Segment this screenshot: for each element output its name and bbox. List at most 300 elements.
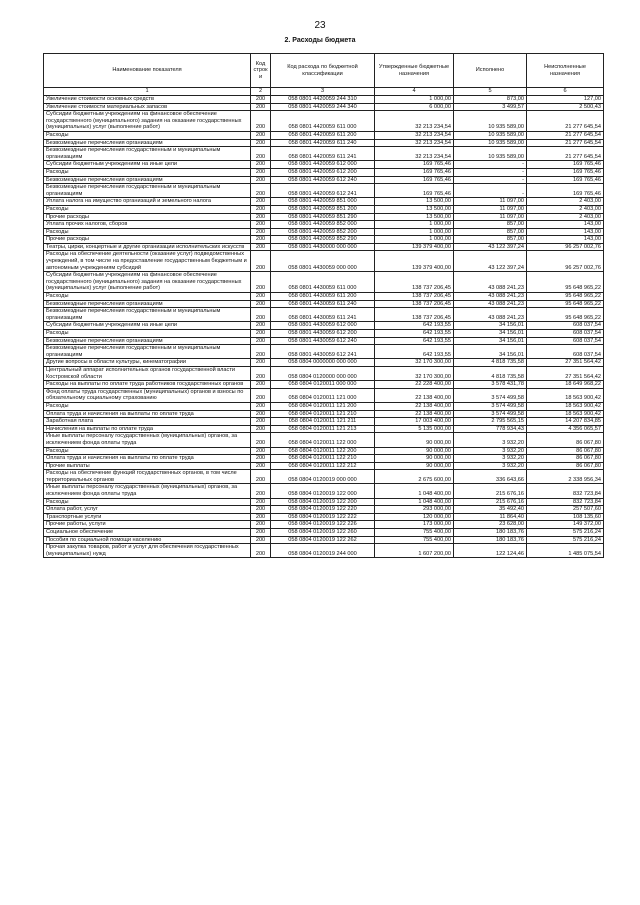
- row-classification-code: 058 0804 0120019 244 000: [271, 544, 375, 558]
- row-name: Субсидии бюджетным учреждениям на иные цели: [44, 161, 251, 169]
- row-approved: 755 400,00: [375, 529, 454, 537]
- row-approved: 1 048 400,00: [375, 484, 454, 498]
- row-executed: 10 935 589,00: [454, 147, 527, 161]
- table-row: [44, 228, 604, 236]
- column-number: 2: [251, 88, 271, 96]
- row-unexecuted: 21 277 645,54: [527, 147, 604, 161]
- row-unexecuted: 127,00: [527, 96, 604, 104]
- row-classification-code: 058 0804 0120019 122 226: [271, 521, 375, 529]
- row-classification-code: 058 0801 4430059 612 200: [271, 330, 375, 338]
- row-approved: 169 765,46: [375, 168, 454, 176]
- row-executed: 2 795 565,15: [454, 418, 527, 426]
- column-number: 6: [527, 88, 604, 96]
- row-approved: 138 737 206,45: [375, 300, 454, 308]
- table-row: [44, 536, 604, 544]
- row-line-code: 200: [251, 359, 271, 367]
- row-executed: 43 088 241,23: [454, 300, 527, 308]
- row-name: Безвозмездные перечисления организациям: [44, 139, 251, 147]
- row-executed: 180 183,76: [454, 536, 527, 544]
- row-name: Прочие расходы: [44, 213, 251, 221]
- row-approved: 13 500,00: [375, 213, 454, 221]
- row-name: Пособия по социальной помощи населению: [44, 536, 251, 544]
- row-executed: 336 643,66: [454, 470, 527, 484]
- row-approved: 120 000,00: [375, 513, 454, 521]
- row-line-code: 200: [251, 205, 271, 213]
- row-executed: 3 932,20: [454, 455, 527, 463]
- table-row: [44, 96, 604, 104]
- row-approved: 169 765,46: [375, 184, 454, 198]
- row-executed: 857,00: [454, 228, 527, 236]
- table-row: [44, 418, 604, 426]
- row-line-code: 200: [251, 131, 271, 139]
- table-row: [44, 513, 604, 521]
- row-unexecuted: 27 351 564,42: [527, 359, 604, 367]
- row-name: Безвозмездные перечисления государственным и муниципальным организациям: [44, 345, 251, 359]
- row-unexecuted: 18 563 900,42: [527, 402, 604, 410]
- row-approved: 13 500,00: [375, 198, 454, 206]
- section-title: 2. Расходы бюджета: [284, 37, 356, 44]
- row-line-code: 200: [251, 293, 271, 301]
- row-unexecuted: 169 765,46: [527, 168, 604, 176]
- table-row: [44, 272, 604, 293]
- row-executed: 43 122 397,24: [454, 251, 527, 272]
- row-approved: 6 000,00: [375, 103, 454, 111]
- row-approved: 1 048 400,00: [375, 498, 454, 506]
- row-unexecuted: 143,00: [527, 221, 604, 229]
- row-classification-code: 058 0804 0120011 000 000: [271, 381, 375, 389]
- row-name: Другие вопросы в области культуры, кинематографии: [44, 359, 251, 367]
- row-executed: 34 156,01: [454, 337, 527, 345]
- row-unexecuted: 2 500,43: [527, 103, 604, 111]
- table-row: [44, 330, 604, 338]
- row-unexecuted: 1 485 075,54: [527, 544, 604, 558]
- row-line-code: 200: [251, 176, 271, 184]
- row-line-code: 200: [251, 425, 271, 433]
- row-executed: 23 628,00: [454, 521, 527, 529]
- row-name: Прочая закупка товаров, работ и услуг для обеспечения государственных (муниципальных) нужд: [44, 544, 251, 558]
- row-name: Безвозмездные перечисления организациям: [44, 337, 251, 345]
- row-unexecuted: 14 207 834,85: [527, 418, 604, 426]
- row-executed: 857,00: [454, 221, 527, 229]
- row-classification-code: 058 0801 4430059 611 000: [271, 272, 375, 293]
- table-row: [44, 462, 604, 470]
- row-executed: 34 156,01: [454, 322, 527, 330]
- row-line-code: 200: [251, 381, 271, 389]
- row-executed: 3 574 499,58: [454, 410, 527, 418]
- row-executed: 215 676,16: [454, 498, 527, 506]
- table-row: [44, 168, 604, 176]
- row-approved: 32 170 300,00: [375, 366, 454, 380]
- row-approved: 139 379 400,00: [375, 243, 454, 251]
- table-body: [44, 96, 604, 558]
- row-name: Фонд оплаты труда государственных (муниципальных) органов и взносы по обязательному социальному страхованию: [44, 388, 251, 402]
- table-row: [44, 470, 604, 484]
- row-unexecuted: 257 507,60: [527, 506, 604, 514]
- row-line-code: 200: [251, 168, 271, 176]
- row-classification-code: 058 0804 0000000 000 000: [271, 359, 375, 367]
- table-row: [44, 131, 604, 139]
- row-line-code: 200: [251, 308, 271, 322]
- row-unexecuted: 95 648 965,22: [527, 272, 604, 293]
- row-classification-code: 058 0801 4430059 611 200: [271, 293, 375, 301]
- row-unexecuted: 608 037,54: [527, 330, 604, 338]
- row-executed: 4 818 735,58: [454, 359, 527, 367]
- row-unexecuted: 21 277 645,54: [527, 139, 604, 147]
- row-approved: 90 000,00: [375, 462, 454, 470]
- row-unexecuted: 608 037,54: [527, 337, 604, 345]
- row-executed: 43 088 241,23: [454, 308, 527, 322]
- column-number: 3: [271, 88, 375, 96]
- row-name: Социальное обеспечение: [44, 529, 251, 537]
- row-line-code: 200: [251, 462, 271, 470]
- row-name: Иные выплаты персоналу государственных (муниципальных) органов, за исключением фонда оплаты труда: [44, 484, 251, 498]
- row-classification-code: 058 0801 4420059 852 200: [271, 228, 375, 236]
- row-approved: 642 193,55: [375, 337, 454, 345]
- row-executed: 4 818 735,58: [454, 366, 527, 380]
- row-unexecuted: 575 216,24: [527, 529, 604, 537]
- row-line-code: 200: [251, 184, 271, 198]
- row-line-code: 200: [251, 236, 271, 244]
- row-unexecuted: 86 067,80: [527, 433, 604, 447]
- row-classification-code: 058 0804 0120011 121 200: [271, 402, 375, 410]
- row-classification-code: 058 0801 4430059 612 241: [271, 345, 375, 359]
- row-classification-code: 058 0801 4430000 000 000: [271, 243, 375, 251]
- row-unexecuted: 86 067,80: [527, 447, 604, 455]
- table-row: [44, 381, 604, 389]
- table-row: [44, 447, 604, 455]
- row-executed: 43 122 397,24: [454, 243, 527, 251]
- row-executed: 43 088 241,23: [454, 293, 527, 301]
- table-row: [44, 433, 604, 447]
- table-row: [44, 213, 604, 221]
- row-unexecuted: 96 257 002,76: [527, 251, 604, 272]
- row-line-code: 200: [251, 228, 271, 236]
- row-unexecuted: 608 037,54: [527, 345, 604, 359]
- row-name: Иные выплаты персоналу государственных (муниципальных) органов, за исключением фонда оплаты труда: [44, 433, 251, 447]
- table-row: [44, 205, 604, 213]
- row-approved: 138 737 206,45: [375, 293, 454, 301]
- header-classification-code: Код расхода по бюджетной классификации: [271, 54, 375, 88]
- row-executed: 3 499,57: [454, 103, 527, 111]
- row-line-code: 200: [251, 388, 271, 402]
- row-approved: 755 400,00: [375, 536, 454, 544]
- row-executed: -: [454, 161, 527, 169]
- row-classification-code: 058 0804 0120011 121 213: [271, 425, 375, 433]
- row-classification-code: 058 0804 0120011 121 000: [271, 388, 375, 402]
- row-executed: 11 864,40: [454, 513, 527, 521]
- row-name: Расходы: [44, 330, 251, 338]
- row-name: Прочие расходы: [44, 236, 251, 244]
- table-row: [44, 300, 604, 308]
- row-classification-code: 058 0801 4430059 612 240: [271, 337, 375, 345]
- row-classification-code: 058 0801 4420059 851 000: [271, 198, 375, 206]
- row-classification-code: 058 0804 0120019 122 000: [271, 484, 375, 498]
- row-approved: 32 213 234,54: [375, 111, 454, 132]
- row-approved: 169 765,46: [375, 161, 454, 169]
- row-name: Безвозмездные перечисления государственным и муниципальным организациям: [44, 308, 251, 322]
- row-executed: 11 097,00: [454, 198, 527, 206]
- row-classification-code: 058 0801 4420059 851 290: [271, 213, 375, 221]
- row-unexecuted: 169 765,46: [527, 161, 604, 169]
- row-classification-code: 058 0804 0120019 000 000: [271, 470, 375, 484]
- row-classification-code: 058 0804 0120019 122 222: [271, 513, 375, 521]
- table-row: [44, 322, 604, 330]
- row-classification-code: 058 0801 4420059 611 200: [271, 131, 375, 139]
- table-row: [44, 366, 604, 380]
- column-number: 4: [375, 88, 454, 96]
- row-executed: 778 934,43: [454, 425, 527, 433]
- row-name: Прочие выплаты: [44, 462, 251, 470]
- row-line-code: 200: [251, 418, 271, 426]
- row-unexecuted: 832 723,84: [527, 498, 604, 506]
- row-executed: -: [454, 176, 527, 184]
- table-row: [44, 236, 604, 244]
- row-classification-code: 058 0801 4420059 244 310: [271, 96, 375, 104]
- row-name: Безвозмездные перечисления государственным и муниципальным организациям: [44, 184, 251, 198]
- row-line-code: 200: [251, 161, 271, 169]
- row-classification-code: 058 0804 0120019 122 220: [271, 506, 375, 514]
- row-classification-code: 058 0801 4420059 612 241: [271, 184, 375, 198]
- row-line-code: 200: [251, 536, 271, 544]
- table-row: [44, 111, 604, 132]
- table-row: [44, 455, 604, 463]
- row-classification-code: 058 0801 4420059 852 290: [271, 236, 375, 244]
- table-row: [44, 544, 604, 558]
- table-row: [44, 161, 604, 169]
- expenses-table: [43, 53, 604, 558]
- row-unexecuted: 575 216,24: [527, 536, 604, 544]
- row-classification-code: 058 0804 0120011 121 211: [271, 418, 375, 426]
- table-row: [44, 506, 604, 514]
- row-name: Расходы: [44, 205, 251, 213]
- row-classification-code: 058 0804 0120011 122 000: [271, 433, 375, 447]
- row-approved: 169 765,46: [375, 176, 454, 184]
- row-executed: 3 574 499,58: [454, 388, 527, 402]
- row-executed: 43 088 241,23: [454, 272, 527, 293]
- row-approved: 32 170 300,00: [375, 359, 454, 367]
- table-row: [44, 221, 604, 229]
- header-executed: Исполнено: [454, 54, 527, 88]
- row-classification-code: 058 0804 0120019 122 200: [271, 498, 375, 506]
- row-line-code: 200: [251, 322, 271, 330]
- row-unexecuted: 95 648 965,22: [527, 308, 604, 322]
- row-classification-code: 058 0801 4420059 852 000: [271, 221, 375, 229]
- row-line-code: 200: [251, 410, 271, 418]
- row-classification-code: 058 0804 0120011 122 212: [271, 462, 375, 470]
- row-classification-code: 058 0801 4420059 244 340: [271, 103, 375, 111]
- row-line-code: 200: [251, 455, 271, 463]
- row-approved: 642 193,55: [375, 345, 454, 359]
- row-name: Оплата труда и начисления на выплаты по оплате труда: [44, 455, 251, 463]
- row-classification-code: 058 0801 4420059 612 000: [271, 161, 375, 169]
- row-unexecuted: 2 403,00: [527, 213, 604, 221]
- row-name: Расходы: [44, 293, 251, 301]
- row-approved: 32 213 234,54: [375, 147, 454, 161]
- row-unexecuted: 21 277 645,54: [527, 111, 604, 132]
- row-approved: 1 000,00: [375, 221, 454, 229]
- row-line-code: 200: [251, 139, 271, 147]
- row-classification-code: 058 0804 0120011 121 210: [271, 410, 375, 418]
- row-unexecuted: 96 257 002,76: [527, 243, 604, 251]
- row-approved: 293 000,00: [375, 506, 454, 514]
- row-line-code: 200: [251, 243, 271, 251]
- table-row: [44, 139, 604, 147]
- row-unexecuted: 86 067,80: [527, 462, 604, 470]
- row-approved: 642 193,55: [375, 330, 454, 338]
- row-unexecuted: 169 765,46: [527, 176, 604, 184]
- row-line-code: 200: [251, 111, 271, 132]
- row-line-code: 200: [251, 521, 271, 529]
- row-name: Прочие работы, услуги: [44, 521, 251, 529]
- table-row: [44, 251, 604, 272]
- row-executed: 3 574 499,58: [454, 402, 527, 410]
- row-executed: 122 124,46: [454, 544, 527, 558]
- row-classification-code: 058 0801 4420059 612 200: [271, 168, 375, 176]
- row-name: Субсидии бюджетным учреждениям на финансовое обеспечение государственного (муниципального) задания на оказание государственных (муниципальных) услуг (выполнение работ): [44, 111, 251, 132]
- row-approved: 1 000,00: [375, 96, 454, 104]
- row-name: Безвозмездные перечисления организациям: [44, 176, 251, 184]
- row-name: Транспортные услуги: [44, 513, 251, 521]
- row-executed: 35 492,40: [454, 506, 527, 514]
- row-executed: -: [454, 168, 527, 176]
- table-row: [44, 147, 604, 161]
- row-name: Начисления на выплаты по оплате труда: [44, 425, 251, 433]
- row-classification-code: 058 0801 4420059 612 240: [271, 176, 375, 184]
- header-approved: Утвержденные бюджетные назначения: [375, 54, 454, 88]
- row-approved: 1 607 200,00: [375, 544, 454, 558]
- row-unexecuted: 143,00: [527, 228, 604, 236]
- header-unexecuted: Неисполненные назначения: [527, 54, 604, 88]
- row-classification-code: 058 0804 0120019 122 260: [271, 529, 375, 537]
- row-executed: 10 935 589,00: [454, 111, 527, 132]
- row-executed: 34 156,01: [454, 330, 527, 338]
- row-name: Заработная плата: [44, 418, 251, 426]
- header-line-code: Код строк и: [251, 54, 271, 88]
- row-approved: 32 213 234,54: [375, 139, 454, 147]
- row-classification-code: 058 0801 4420059 611 241: [271, 147, 375, 161]
- row-line-code: 200: [251, 330, 271, 338]
- row-executed: -: [454, 184, 527, 198]
- row-line-code: 200: [251, 447, 271, 455]
- row-unexecuted: 832 723,84: [527, 484, 604, 498]
- row-classification-code: 058 0801 4420059 611 240: [271, 139, 375, 147]
- row-unexecuted: 95 648 965,22: [527, 300, 604, 308]
- row-name: Расходы: [44, 228, 251, 236]
- row-executed: 3 578 431,78: [454, 381, 527, 389]
- row-name: Увеличение стоимости основных средств: [44, 96, 251, 104]
- row-classification-code: 058 0801 4420059 611 000: [271, 111, 375, 132]
- table-row: [44, 521, 604, 529]
- row-approved: 90 000,00: [375, 455, 454, 463]
- row-executed: 857,00: [454, 236, 527, 244]
- table-row: [44, 345, 604, 359]
- table-row: [44, 293, 604, 301]
- table-row: [44, 103, 604, 111]
- row-name: Расходы на обеспечение деятельности (оказание услуг) подведомственных учреждений, в том числе на предоставление государственным бюджетным и автономным учреждениям субсидий: [44, 251, 251, 272]
- page-number: 23: [314, 20, 326, 31]
- row-name: Расходы: [44, 131, 251, 139]
- row-name: Расходы: [44, 498, 251, 506]
- row-name: Расходы: [44, 402, 251, 410]
- table-row: [44, 402, 604, 410]
- row-unexecuted: 2 403,00: [527, 205, 604, 213]
- row-approved: 1 000,00: [375, 236, 454, 244]
- table-row: [44, 243, 604, 251]
- row-approved: 5 135 000,00: [375, 425, 454, 433]
- row-name: Расходы: [44, 447, 251, 455]
- table-row: [44, 529, 604, 537]
- table-row: [44, 484, 604, 498]
- row-unexecuted: 95 648 965,22: [527, 293, 604, 301]
- row-unexecuted: 21 277 645,54: [527, 131, 604, 139]
- row-approved: 32 213 234,54: [375, 131, 454, 139]
- row-unexecuted: 18 563 900,42: [527, 388, 604, 402]
- row-line-code: 200: [251, 544, 271, 558]
- table-row: [44, 388, 604, 402]
- row-executed: 11 097,00: [454, 213, 527, 221]
- row-classification-code: 058 0801 4420059 851 200: [271, 205, 375, 213]
- row-approved: 138 737 206,45: [375, 308, 454, 322]
- row-approved: 90 000,00: [375, 433, 454, 447]
- row-approved: 90 000,00: [375, 447, 454, 455]
- row-classification-code: 058 0804 0120000 000 000: [271, 366, 375, 380]
- row-name: Увеличение стоимости материальных запасов: [44, 103, 251, 111]
- table-row: [44, 498, 604, 506]
- row-approved: 139 379 400,00: [375, 251, 454, 272]
- row-unexecuted: 169 765,46: [527, 184, 604, 198]
- row-line-code: 200: [251, 300, 271, 308]
- row-classification-code: 058 0801 4430059 611 241: [271, 308, 375, 322]
- row-line-code: 200: [251, 513, 271, 521]
- row-approved: 138 737 206,45: [375, 272, 454, 293]
- row-line-code: 200: [251, 402, 271, 410]
- row-unexecuted: 2 403,00: [527, 198, 604, 206]
- row-approved: 22 228 400,00: [375, 381, 454, 389]
- row-line-code: 200: [251, 251, 271, 272]
- table-row: [44, 410, 604, 418]
- row-approved: 13 500,00: [375, 205, 454, 213]
- row-unexecuted: 143,00: [527, 236, 604, 244]
- table-row: [44, 337, 604, 345]
- row-line-code: 200: [251, 345, 271, 359]
- row-approved: 22 138 400,00: [375, 402, 454, 410]
- row-line-code: 200: [251, 221, 271, 229]
- row-unexecuted: 4 356 065,57: [527, 425, 604, 433]
- row-classification-code: 058 0801 4430059 612 000: [271, 322, 375, 330]
- header-name: Наименование показателя: [44, 54, 251, 88]
- table-row: [44, 184, 604, 198]
- table-row: [44, 198, 604, 206]
- row-executed: 11 097,00: [454, 205, 527, 213]
- table-row: [44, 359, 604, 367]
- row-executed: 34 156,01: [454, 345, 527, 359]
- row-line-code: 200: [251, 506, 271, 514]
- table-row: [44, 176, 604, 184]
- row-line-code: 200: [251, 498, 271, 506]
- row-executed: 3 932,20: [454, 433, 527, 447]
- row-name: Расходы на обеспечение функций государственных органов, в том числе территориальных органов: [44, 470, 251, 484]
- row-name: Расходы: [44, 168, 251, 176]
- row-line-code: 200: [251, 103, 271, 111]
- row-classification-code: 058 0801 4430059 000 000: [271, 251, 375, 272]
- row-line-code: 200: [251, 470, 271, 484]
- row-executed: 873,00: [454, 96, 527, 104]
- row-line-code: 200: [251, 529, 271, 537]
- row-name: Оплата работ, услуг: [44, 506, 251, 514]
- table-header-row: [44, 54, 604, 88]
- row-approved: 173 000,00: [375, 521, 454, 529]
- row-approved: 17 003 400,00: [375, 418, 454, 426]
